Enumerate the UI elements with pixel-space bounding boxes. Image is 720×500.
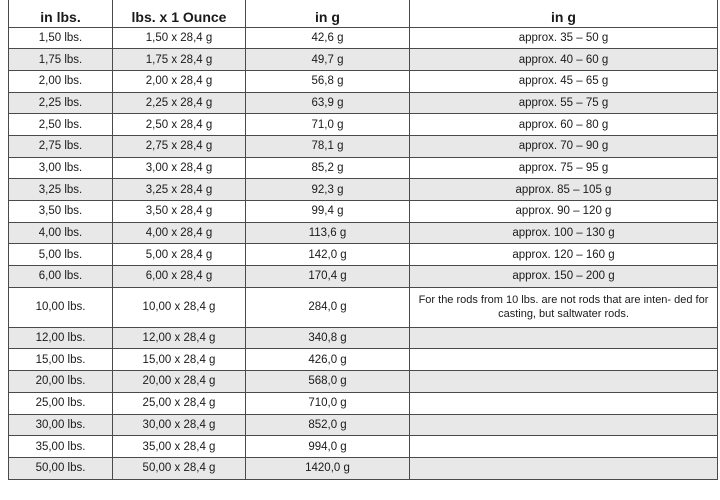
cell-grams: 113,6 g: [246, 222, 410, 244]
cell-casting-weight: approx. 55 – 75 g: [410, 92, 718, 114]
table-row: [9, 135, 718, 157]
cell-formula: 10,00 x 28,4 g: [113, 287, 246, 327]
cell-casting-weight: approx. 120 – 160 g: [410, 244, 718, 266]
cell-formula: 6,00 x 28,4 g: [113, 266, 246, 288]
cell-formula: 3,00 x 28,4 g: [113, 157, 246, 179]
cell-formula: 1,50 x 28,4 g: [113, 27, 246, 49]
cell-grams: 284,0 g: [246, 287, 410, 327]
table-row: [9, 371, 718, 393]
cell-casting-weight: [410, 349, 718, 371]
table-row: [9, 287, 718, 327]
header-lbs: in lbs.: [9, 0, 113, 27]
table-row: [9, 244, 718, 266]
table-row: [9, 436, 718, 458]
table-body: [9, 27, 718, 479]
cell-casting-weight: approx. 85 – 105 g: [410, 179, 718, 201]
cell-casting-weight: approx. 100 – 130 g: [410, 222, 718, 244]
cell-formula: 5,00 x 28,4 g: [113, 244, 246, 266]
cell-lbs: 6,00 lbs.: [9, 266, 113, 288]
cell-grams: 49,7 g: [246, 49, 410, 71]
cell-casting-weight: approx. 90 – 120 g: [410, 201, 718, 223]
cell-lbs: 2,25 lbs.: [9, 92, 113, 114]
cell-casting-weight: approx. 40 – 60 g: [410, 49, 718, 71]
header-lbs-times-ounce: lbs. x 1 Ounce: [113, 0, 246, 27]
table-row: [9, 27, 718, 49]
cell-grams: 78,1 g: [246, 135, 410, 157]
cell-casting-weight: [410, 414, 718, 436]
cell-lbs: 3,00 lbs.: [9, 157, 113, 179]
cell-formula: 4,00 x 28,4 g: [113, 222, 246, 244]
table-row: [9, 201, 718, 223]
cell-lbs: 25,00 lbs.: [9, 392, 113, 414]
cell-grams: 710,0 g: [246, 392, 410, 414]
header-row: [9, 0, 718, 27]
cell-grams: 71,0 g: [246, 114, 410, 136]
cell-grams: 56,8 g: [246, 70, 410, 92]
cell-grams: 99,4 g: [246, 201, 410, 223]
conversion-table-container: [8, 0, 717, 480]
cell-lbs: 30,00 lbs.: [9, 414, 113, 436]
cell-grams: 92,3 g: [246, 179, 410, 201]
cell-lbs: 20,00 lbs.: [9, 371, 113, 393]
cell-grams: 85,2 g: [246, 157, 410, 179]
table-header: [9, 0, 718, 27]
cell-lbs: 10,00 lbs.: [9, 287, 113, 327]
cell-casting-weight: [410, 392, 718, 414]
cell-formula: 2,50 x 28,4 g: [113, 114, 246, 136]
cell-lbs: 15,00 lbs.: [9, 349, 113, 371]
table-row: [9, 49, 718, 71]
cell-grams: 994,0 g: [246, 436, 410, 458]
cell-lbs: 35,00 lbs.: [9, 436, 113, 458]
table-row: [9, 392, 718, 414]
cell-formula: 35,00 x 28,4 g: [113, 436, 246, 458]
cell-lbs: 5,00 lbs.: [9, 244, 113, 266]
cell-casting-weight: approx. 75 – 95 g: [410, 157, 718, 179]
cell-grams: 852,0 g: [246, 414, 410, 436]
cell-casting-weight: [410, 371, 718, 393]
table-row: [9, 327, 718, 349]
cell-lbs: 2,75 lbs.: [9, 135, 113, 157]
cell-casting-weight: For the rods from 10 lbs. are not rods that are inten- ded for casting, but saltwater rods.: [410, 287, 718, 327]
table-row: [9, 222, 718, 244]
cell-casting-weight: approx. 150 – 200 g: [410, 266, 718, 288]
cell-grams: 1420,0 g: [246, 457, 410, 479]
table-row: [9, 414, 718, 436]
cell-casting-weight: [410, 436, 718, 458]
cell-lbs: 12,00 lbs.: [9, 327, 113, 349]
cell-grams: 63,9 g: [246, 92, 410, 114]
cell-lbs: 1,50 lbs.: [9, 27, 113, 49]
table-row: [9, 179, 718, 201]
cell-casting-weight: approx. 35 – 50 g: [410, 27, 718, 49]
cell-formula: 3,50 x 28,4 g: [113, 201, 246, 223]
cell-lbs: 3,25 lbs.: [9, 179, 113, 201]
cell-formula: 25,00 x 28,4 g: [113, 392, 246, 414]
cell-grams: 340,8 g: [246, 327, 410, 349]
conversion-table: [8, 0, 718, 480]
header-grams: in g: [246, 0, 410, 27]
cell-lbs: 3,50 lbs.: [9, 201, 113, 223]
table-row: [9, 266, 718, 288]
cell-lbs: 4,00 lbs.: [9, 222, 113, 244]
cell-formula: 3,25 x 28,4 g: [113, 179, 246, 201]
cell-lbs: 1,75 lbs.: [9, 49, 113, 71]
cell-lbs: 50,00 lbs.: [9, 457, 113, 479]
cell-formula: 50,00 x 28,4 g: [113, 457, 246, 479]
table-row: [9, 92, 718, 114]
cell-casting-weight: approx. 70 – 90 g: [410, 135, 718, 157]
cell-formula: 20,00 x 28,4 g: [113, 371, 246, 393]
table-row: [9, 70, 718, 92]
table-row: [9, 157, 718, 179]
table-row: [9, 114, 718, 136]
cell-lbs: 2,50 lbs.: [9, 114, 113, 136]
cell-formula: 2,25 x 28,4 g: [113, 92, 246, 114]
cell-formula: 12,00 x 28,4 g: [113, 327, 246, 349]
cell-lbs: 2,00 lbs.: [9, 70, 113, 92]
table-row: [9, 457, 718, 479]
cell-formula: 15,00 x 28,4 g: [113, 349, 246, 371]
cell-casting-weight: [410, 327, 718, 349]
header-casting-weight-grams: in g: [410, 0, 718, 27]
cell-grams: 142,0 g: [246, 244, 410, 266]
cell-grams: 170,4 g: [246, 266, 410, 288]
table-row: [9, 349, 718, 371]
cell-grams: 426,0 g: [246, 349, 410, 371]
cell-casting-weight: approx. 60 – 80 g: [410, 114, 718, 136]
cell-casting-weight: approx. 45 – 65 g: [410, 70, 718, 92]
cell-formula: 2,00 x 28,4 g: [113, 70, 246, 92]
cell-formula: 2,75 x 28,4 g: [113, 135, 246, 157]
cell-formula: 1,75 x 28,4 g: [113, 49, 246, 71]
cell-grams: 568,0 g: [246, 371, 410, 393]
cell-formula: 30,00 x 28,4 g: [113, 414, 246, 436]
cell-casting-weight: [410, 457, 718, 479]
cell-grams: 42,6 g: [246, 27, 410, 49]
